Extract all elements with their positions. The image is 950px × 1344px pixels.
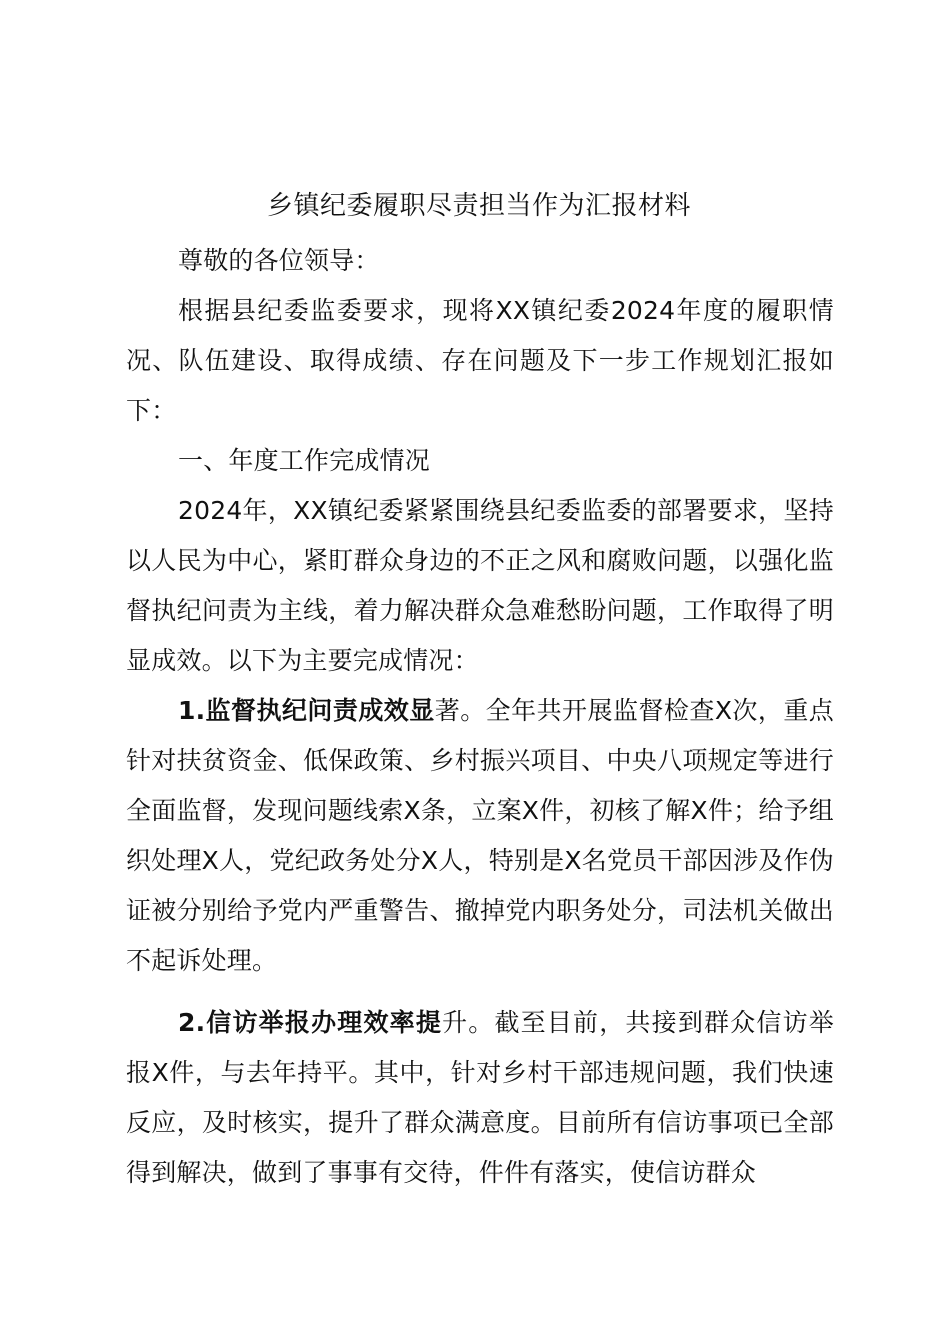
item-1-heading: 1.监督执纪问责成效显 xyxy=(178,696,435,725)
item-2-paragraph xyxy=(126,998,834,1198)
document-body xyxy=(126,236,834,1198)
item-2-heading: 2.信访举报办理效率提 xyxy=(178,1008,443,1037)
item-1-paragraph xyxy=(126,686,834,986)
item-1-text: 著。全年共开展监督检查X次，重点针对扶贫资金、低保政策、乡村振兴项目、中央八项规定等进行全面监督，发现问题线索X条，立案X件，初核了解X件；给予组织处理X人，党纪政务处分X人，特别是X名党员干部因涉及作伪证被分别给予党内严重警告、撤掉党内职务处分，司法机关做出不起诉处理。 xyxy=(126,696,835,975)
intro-paragraph: 根据县纪委监委要求，现将XX镇纪委2024年度的履职情况、队伍建设、取得成绩、存在问题及下一步工作规划汇报如下： xyxy=(126,296,834,425)
section-heading: 一、年度工作完成情况 xyxy=(178,446,431,475)
item-2-text: 升。截至目前，共接到群众信访举报X件，与去年持平。其中，针对乡村干部违规问题，我们快速反应，及时核实，提升了群众满意度。目前所有信访事项已全部得到解决，做到了事事有交待，件件有落实，使信访群众 xyxy=(126,1008,835,1187)
document-title: 乡镇纪委履职尽责担当作为汇报材料 xyxy=(266,191,691,221)
section-paragraph: 2024年，XX镇纪委紧紧围绕县纪委监委的部署要求，坚持以人民为中心，紧盯群众身边的不正之风和腐败问题，以强化监督执纪问责为主线，着力解决群众急难愁盼问题，工作取得了明显成效。以下为主要完成情况： xyxy=(126,496,834,675)
salutation: 尊敬的各位领导： xyxy=(178,246,380,275)
